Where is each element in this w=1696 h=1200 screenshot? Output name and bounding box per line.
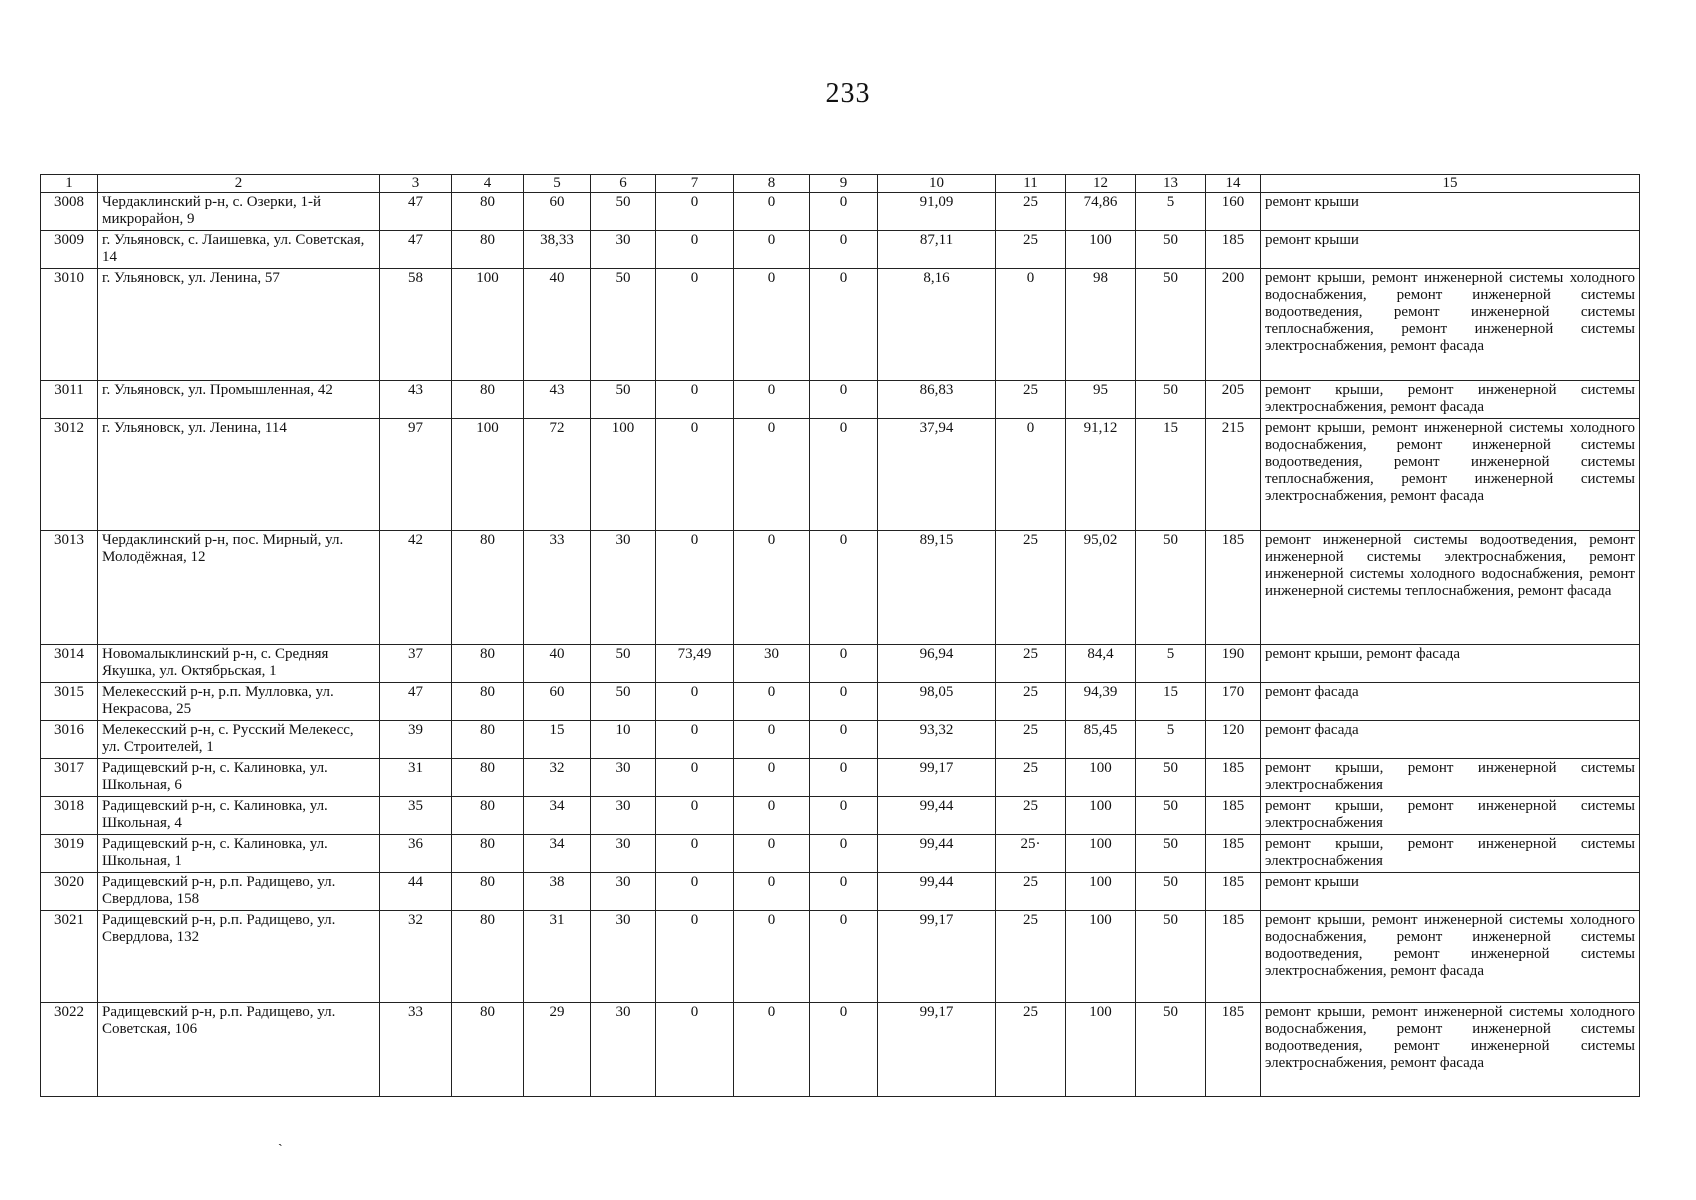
row-id: 3022 <box>41 1003 98 1097</box>
value-cell-c12: 100 <box>1066 911 1136 1003</box>
value-cell-c8: 30 <box>734 645 810 683</box>
repair-works-cell: ремонт крыши, ремонт инженерной системы холодного водоснабжения, ремонт инженерной системы водоотведения, ремонт инженерной системы теплоснабжения, ремонт инженерной системы электроснабжения, ремонт фасада <box>1261 269 1640 381</box>
value-cell-c9: 0 <box>810 269 878 381</box>
address-cell: Радищевский р-н, р.п. Радищево, ул. Свердлова, 132 <box>98 911 380 1003</box>
value-cell-c12: 98 <box>1066 269 1136 381</box>
address-cell: Радищевский р-н, с. Калиновка, ул. Школьная, 6 <box>98 759 380 797</box>
value-cell-c6: 50 <box>591 193 656 231</box>
value-cell-c14: 205 <box>1206 381 1261 419</box>
value-cell-c6: 30 <box>591 231 656 269</box>
repair-works-cell: ремонт фасада <box>1261 721 1640 759</box>
value-cell-c7: 0 <box>656 531 734 645</box>
value-cell-c11: 25 <box>996 231 1066 269</box>
value-cell-c9: 0 <box>810 231 878 269</box>
value-cell-c6: 30 <box>591 759 656 797</box>
value-cell-c4: 80 <box>452 231 524 269</box>
value-cell-c14: 120 <box>1206 721 1261 759</box>
value-cell-c14: 185 <box>1206 759 1261 797</box>
column-header: 9 <box>810 175 878 193</box>
repair-works-cell: ремонт крыши <box>1261 873 1640 911</box>
value-cell-c9: 0 <box>810 759 878 797</box>
column-header: 13 <box>1136 175 1206 193</box>
value-cell-c4: 80 <box>452 797 524 835</box>
value-cell-c4: 80 <box>452 721 524 759</box>
value-cell-c4: 80 <box>452 645 524 683</box>
repair-works-cell: ремонт крыши, ремонт инженерной системы электроснабжения <box>1261 759 1640 797</box>
value-cell-c10: 8,16 <box>878 269 996 381</box>
value-cell-c6: 50 <box>591 269 656 381</box>
value-cell-c14: 185 <box>1206 797 1261 835</box>
value-cell-c13: 50 <box>1136 873 1206 911</box>
repair-works-cell: ремонт крыши, ремонт инженерной системы электроснабжения <box>1261 835 1640 873</box>
value-cell-c10: 91,09 <box>878 193 996 231</box>
value-cell-c5: 40 <box>524 269 591 381</box>
repair-works-cell: ремонт крыши, ремонт инженерной системы электроснабжения <box>1261 797 1640 835</box>
value-cell-c14: 185 <box>1206 873 1261 911</box>
value-cell-c8: 0 <box>734 193 810 231</box>
value-cell-c4: 80 <box>452 683 524 721</box>
value-cell-c7: 0 <box>656 231 734 269</box>
value-cell-c11: 25 <box>996 531 1066 645</box>
row-id: 3018 <box>41 797 98 835</box>
value-cell-c4: 100 <box>452 419 524 531</box>
value-cell-c6: 30 <box>591 911 656 1003</box>
value-cell-c8: 0 <box>734 873 810 911</box>
address-cell: Новомалыклинский р-н, с. Средняя Якушка, ул. Октябрьская, 1 <box>98 645 380 683</box>
value-cell-c13: 15 <box>1136 683 1206 721</box>
value-cell-c12: 91,12 <box>1066 419 1136 531</box>
value-cell-c10: 96,94 <box>878 645 996 683</box>
value-cell-c10: 99,44 <box>878 797 996 835</box>
value-cell-c5: 34 <box>524 835 591 873</box>
value-cell-c11: 25 <box>996 911 1066 1003</box>
value-cell-c3: 47 <box>380 193 452 231</box>
table-row <box>41 193 1640 231</box>
value-cell-c13: 50 <box>1136 1003 1206 1097</box>
value-cell-c14: 185 <box>1206 531 1261 645</box>
value-cell-c4: 80 <box>452 759 524 797</box>
value-cell-c4: 80 <box>452 381 524 419</box>
value-cell-c11: 25 <box>996 683 1066 721</box>
value-cell-c3: 97 <box>380 419 452 531</box>
value-cell-c9: 0 <box>810 531 878 645</box>
column-header: 1 <box>41 175 98 193</box>
value-cell-c3: 32 <box>380 911 452 1003</box>
value-cell-c6: 50 <box>591 683 656 721</box>
value-cell-c8: 0 <box>734 911 810 1003</box>
value-cell-c11: 25 <box>996 645 1066 683</box>
table-row <box>41 645 1640 683</box>
value-cell-c14: 185 <box>1206 231 1261 269</box>
column-header: 12 <box>1066 175 1136 193</box>
value-cell-c8: 0 <box>734 231 810 269</box>
value-cell-c8: 0 <box>734 683 810 721</box>
table-row <box>41 683 1640 721</box>
value-cell-c14: 200 <box>1206 269 1261 381</box>
table-body <box>41 193 1640 1097</box>
value-cell-c8: 0 <box>734 835 810 873</box>
value-cell-c10: 98,05 <box>878 683 996 721</box>
value-cell-c9: 0 <box>810 721 878 759</box>
repair-works-cell: ремонт крыши, ремонт инженерной системы электроснабжения, ремонт фасада <box>1261 381 1640 419</box>
value-cell-c5: 33 <box>524 531 591 645</box>
table-row <box>41 911 1640 1003</box>
value-cell-c12: 95,02 <box>1066 531 1136 645</box>
value-cell-c13: 50 <box>1136 269 1206 381</box>
value-cell-c13: 5 <box>1136 645 1206 683</box>
address-cell: г. Ульяновск, ул. Промышленная, 42 <box>98 381 380 419</box>
row-id: 3010 <box>41 269 98 381</box>
value-cell-c10: 99,17 <box>878 759 996 797</box>
value-cell-c9: 0 <box>810 683 878 721</box>
value-cell-c6: 30 <box>591 531 656 645</box>
address-cell: Радищевский р-н, р.п. Радищево, ул. Советская, 106 <box>98 1003 380 1097</box>
table-row <box>41 381 1640 419</box>
value-cell-c13: 50 <box>1136 231 1206 269</box>
column-header: 2 <box>98 175 380 193</box>
value-cell-c6: 30 <box>591 835 656 873</box>
value-cell-c11: 25 <box>996 1003 1066 1097</box>
repair-works-cell: ремонт крыши, ремонт инженерной системы холодного водоснабжения, ремонт инженерной системы водоотведения, ремонт инженерной системы теплоснабжения, ремонт инженерной системы электроснабжения, ремонт фасада <box>1261 419 1640 531</box>
value-cell-c6: 50 <box>591 645 656 683</box>
value-cell-c6: 100 <box>591 419 656 531</box>
value-cell-c11: 25 <box>996 759 1066 797</box>
value-cell-c9: 0 <box>810 419 878 531</box>
value-cell-c9: 0 <box>810 835 878 873</box>
address-cell: г. Ульяновск, с. Лаишевка, ул. Советская, 14 <box>98 231 380 269</box>
value-cell-c3: 58 <box>380 269 452 381</box>
value-cell-c7: 0 <box>656 721 734 759</box>
value-cell-c8: 0 <box>734 269 810 381</box>
value-cell-c8: 0 <box>734 1003 810 1097</box>
value-cell-c6: 30 <box>591 1003 656 1097</box>
value-cell-c5: 38 <box>524 873 591 911</box>
value-cell-c5: 15 <box>524 721 591 759</box>
repair-works-cell: ремонт крыши, ремонт инженерной системы холодного водоснабжения, ремонт инженерной системы водоотведения, ремонт инженерной системы электроснабжения, ремонт фасада <box>1261 1003 1640 1097</box>
value-cell-c3: 33 <box>380 1003 452 1097</box>
value-cell-c5: 60 <box>524 683 591 721</box>
value-cell-c11: 25 <box>996 193 1066 231</box>
value-cell-c7: 0 <box>656 873 734 911</box>
column-header: 3 <box>380 175 452 193</box>
value-cell-c7: 0 <box>656 911 734 1003</box>
value-cell-c9: 0 <box>810 797 878 835</box>
value-cell-c11: 0 <box>996 269 1066 381</box>
repair-register-table <box>40 174 1640 1097</box>
value-cell-c12: 84,4 <box>1066 645 1136 683</box>
row-id: 3012 <box>41 419 98 531</box>
value-cell-c6: 50 <box>591 381 656 419</box>
value-cell-c13: 50 <box>1136 531 1206 645</box>
value-cell-c12: 95 <box>1066 381 1136 419</box>
table-row <box>41 1003 1640 1097</box>
page-number: 233 <box>825 78 871 109</box>
value-cell-c9: 0 <box>810 645 878 683</box>
row-id: 3014 <box>41 645 98 683</box>
value-cell-c14: 185 <box>1206 1003 1261 1097</box>
address-cell: Чердаклинский р-н, пос. Мирный, ул. Молодёжная, 12 <box>98 531 380 645</box>
value-cell-c11: 25 <box>996 721 1066 759</box>
value-cell-c14: 190 <box>1206 645 1261 683</box>
value-cell-c14: 215 <box>1206 419 1261 531</box>
row-id: 3021 <box>41 911 98 1003</box>
value-cell-c8: 0 <box>734 419 810 531</box>
value-cell-c9: 0 <box>810 911 878 1003</box>
value-cell-c13: 15 <box>1136 419 1206 531</box>
value-cell-c3: 31 <box>380 759 452 797</box>
value-cell-c13: 5 <box>1136 193 1206 231</box>
value-cell-c12: 100 <box>1066 231 1136 269</box>
value-cell-c3: 36 <box>380 835 452 873</box>
table-row <box>41 269 1640 381</box>
value-cell-c11: 25 <box>996 797 1066 835</box>
value-cell-c12: 100 <box>1066 1003 1136 1097</box>
value-cell-c7: 0 <box>656 683 734 721</box>
value-cell-c12: 85,45 <box>1066 721 1136 759</box>
column-header: 5 <box>524 175 591 193</box>
table-row <box>41 797 1640 835</box>
value-cell-c11: 25· <box>996 835 1066 873</box>
column-header: 4 <box>452 175 524 193</box>
value-cell-c5: 31 <box>524 911 591 1003</box>
value-cell-c8: 0 <box>734 531 810 645</box>
value-cell-c4: 80 <box>452 911 524 1003</box>
table-row <box>41 419 1640 531</box>
row-id: 3011 <box>41 381 98 419</box>
column-header: 14 <box>1206 175 1261 193</box>
value-cell-c13: 50 <box>1136 911 1206 1003</box>
value-cell-c5: 38,33 <box>524 231 591 269</box>
value-cell-c4: 80 <box>452 531 524 645</box>
value-cell-c7: 0 <box>656 759 734 797</box>
row-id: 3008 <box>41 193 98 231</box>
value-cell-c7: 0 <box>656 193 734 231</box>
value-cell-c7: 0 <box>656 797 734 835</box>
value-cell-c7: 0 <box>656 1003 734 1097</box>
table-row <box>41 721 1640 759</box>
row-id: 3019 <box>41 835 98 873</box>
value-cell-c5: 60 <box>524 193 591 231</box>
value-cell-c5: 32 <box>524 759 591 797</box>
address-cell: Радищевский р-н, с. Калиновка, ул. Школьная, 1 <box>98 835 380 873</box>
value-cell-c3: 47 <box>380 683 452 721</box>
address-cell: Мелекесский р-н, р.п. Мулловка, ул. Некрасова, 25 <box>98 683 380 721</box>
value-cell-c5: 34 <box>524 797 591 835</box>
value-cell-c9: 0 <box>810 381 878 419</box>
value-cell-c3: 39 <box>380 721 452 759</box>
address-cell: Чердаклинский р-н, с. Озерки, 1-й микрорайон, 9 <box>98 193 380 231</box>
value-cell-c14: 185 <box>1206 835 1261 873</box>
value-cell-c8: 0 <box>734 381 810 419</box>
value-cell-c3: 35 <box>380 797 452 835</box>
row-id: 3015 <box>41 683 98 721</box>
column-header: 10 <box>878 175 996 193</box>
value-cell-c12: 100 <box>1066 759 1136 797</box>
table-row <box>41 873 1640 911</box>
value-cell-c6: 30 <box>591 873 656 911</box>
value-cell-c10: 89,15 <box>878 531 996 645</box>
value-cell-c8: 0 <box>734 721 810 759</box>
column-header: 6 <box>591 175 656 193</box>
value-cell-c11: 25 <box>996 873 1066 911</box>
column-header: 11 <box>996 175 1066 193</box>
value-cell-c13: 50 <box>1136 797 1206 835</box>
value-cell-c4: 80 <box>452 1003 524 1097</box>
value-cell-c4: 80 <box>452 193 524 231</box>
value-cell-c3: 43 <box>380 381 452 419</box>
value-cell-c10: 99,44 <box>878 873 996 911</box>
value-cell-c4: 80 <box>452 835 524 873</box>
value-cell-c10: 93,32 <box>878 721 996 759</box>
repair-works-cell: ремонт крыши, ремонт инженерной системы холодного водоснабжения, ремонт инженерной системы водоотведения, ремонт инженерной системы электроснабжения, ремонт фасада <box>1261 911 1640 1003</box>
value-cell-c7: 0 <box>656 419 734 531</box>
value-cell-c14: 160 <box>1206 193 1261 231</box>
value-cell-c10: 86,83 <box>878 381 996 419</box>
value-cell-c10: 87,11 <box>878 231 996 269</box>
column-header: 7 <box>656 175 734 193</box>
repair-works-cell: ремонт крыши <box>1261 231 1640 269</box>
value-cell-c10: 99,17 <box>878 911 996 1003</box>
repair-works-cell: ремонт фасада <box>1261 683 1640 721</box>
row-id: 3020 <box>41 873 98 911</box>
value-cell-c13: 50 <box>1136 381 1206 419</box>
value-cell-c8: 0 <box>734 759 810 797</box>
table-row <box>41 759 1640 797</box>
address-cell: Радищевский р-н, с. Калиновка, ул. Школьная, 4 <box>98 797 380 835</box>
row-id: 3017 <box>41 759 98 797</box>
table-row <box>41 231 1640 269</box>
value-cell-c7: 0 <box>656 835 734 873</box>
value-cell-c5: 40 <box>524 645 591 683</box>
value-cell-c9: 0 <box>810 193 878 231</box>
value-cell-c12: 74,86 <box>1066 193 1136 231</box>
address-cell: г. Ульяновск, ул. Ленина, 114 <box>98 419 380 531</box>
value-cell-c5: 43 <box>524 381 591 419</box>
value-cell-c13: 5 <box>1136 721 1206 759</box>
row-id: 3016 <box>41 721 98 759</box>
column-number-row <box>41 175 1640 193</box>
value-cell-c6: 10 <box>591 721 656 759</box>
value-cell-c7: 0 <box>656 381 734 419</box>
value-cell-c8: 0 <box>734 797 810 835</box>
value-cell-c13: 50 <box>1136 835 1206 873</box>
value-cell-c3: 37 <box>380 645 452 683</box>
address-cell: Мелекесский р-н, с. Русский Мелекесс, ул. Строителей, 1 <box>98 721 380 759</box>
stray-mark: ˎ <box>278 1132 283 1147</box>
value-cell-c10: 37,94 <box>878 419 996 531</box>
value-cell-c6: 30 <box>591 797 656 835</box>
value-cell-c3: 47 <box>380 231 452 269</box>
value-cell-c14: 170 <box>1206 683 1261 721</box>
value-cell-c7: 73,49 <box>656 645 734 683</box>
value-cell-c10: 99,44 <box>878 835 996 873</box>
value-cell-c4: 100 <box>452 269 524 381</box>
value-cell-c11: 25 <box>996 381 1066 419</box>
value-cell-c10: 99,17 <box>878 1003 996 1097</box>
table-row <box>41 835 1640 873</box>
value-cell-c9: 0 <box>810 1003 878 1097</box>
column-header: 15 <box>1261 175 1640 193</box>
repair-works-cell: ремонт крыши <box>1261 193 1640 231</box>
value-cell-c4: 80 <box>452 873 524 911</box>
value-cell-c14: 185 <box>1206 911 1261 1003</box>
value-cell-c9: 0 <box>810 873 878 911</box>
row-id: 3009 <box>41 231 98 269</box>
address-cell: г. Ульяновск, ул. Ленина, 57 <box>98 269 380 381</box>
row-id: 3013 <box>41 531 98 645</box>
value-cell-c11: 0 <box>996 419 1066 531</box>
address-cell: Радищевский р-н, р.п. Радищево, ул. Свердлова, 158 <box>98 873 380 911</box>
value-cell-c7: 0 <box>656 269 734 381</box>
value-cell-c12: 100 <box>1066 797 1136 835</box>
value-cell-c12: 94,39 <box>1066 683 1136 721</box>
value-cell-c5: 72 <box>524 419 591 531</box>
repair-works-cell: ремонт крыши, ремонт фасада <box>1261 645 1640 683</box>
value-cell-c12: 100 <box>1066 873 1136 911</box>
value-cell-c3: 44 <box>380 873 452 911</box>
value-cell-c13: 50 <box>1136 759 1206 797</box>
repair-works-cell: ремонт инженерной системы водоотведения, ремонт инженерной системы электроснабжения, ремонт инженерной системы холодного водоснабжения, ремонт инженерной системы теплоснабжения, ремонт фасада <box>1261 531 1640 645</box>
column-header: 8 <box>734 175 810 193</box>
value-cell-c3: 42 <box>380 531 452 645</box>
table-row <box>41 531 1640 645</box>
value-cell-c12: 100 <box>1066 835 1136 873</box>
value-cell-c5: 29 <box>524 1003 591 1097</box>
